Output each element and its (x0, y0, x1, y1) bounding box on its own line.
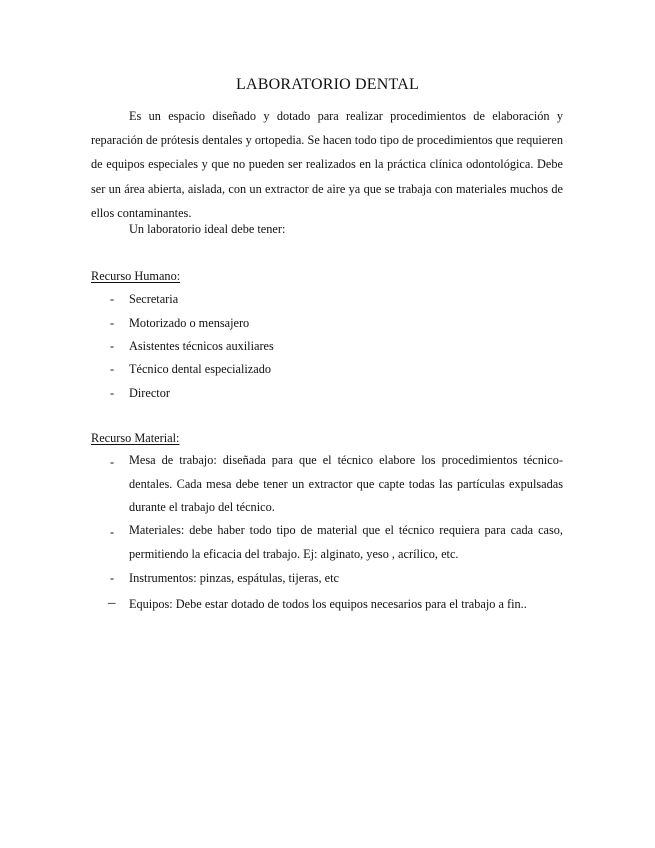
intro-paragraph-text: Es un espacio diseñado y dotado para realizar procedimientos de elaboración y reparación de prótesis dentales y ortopedia. Se hacen todo tipo de procedimientos que requieren de equipos especiales y que no pueden ser realizados en la práctica clínica odontológica. Debe ser un área abierta, aislada, con un extractor de aire ya que se trabaja con materiales muchos de ellos contaminantes. (91, 109, 563, 220)
intro-paragraph (91, 104, 563, 225)
bullet-dash: - (110, 455, 115, 469)
intro-line-2: Un laboratorio ideal debe tener: (129, 222, 286, 236)
bullet-dash: - (110, 362, 115, 376)
bullet-dash: - (110, 292, 115, 306)
list-item-text: Director (129, 386, 170, 400)
list-item-text: Equipos: Debe estar dotado de todos los equipos necesarios para el trabajo a fin.. (129, 597, 527, 611)
bullet-dash: – (108, 595, 116, 611)
list-item-text: Motorizado o mensajero (129, 316, 250, 330)
bullet-dash: - (110, 316, 115, 330)
bullet-dash: - (110, 525, 115, 539)
list-item-text: Mesa de trabajo: diseñada para que el técnico elabore los procedimientos técnico-dentales. Cada mesa debe tener un extractor que capte todas las partículas expulsadas durante el trabajo del técnico. (129, 453, 563, 514)
list-item-text: Instrumentos: pinzas, espátulas, tijeras, etc (129, 571, 340, 585)
list-item-text: Secretaria (129, 292, 179, 306)
bullet-dash: - (110, 339, 115, 353)
list-item-text: Materiales: debe haber todo tipo de material que el técnico requiera para cada caso, permitiendo la eficacia del trabajo. Ej: alginato, yeso , acrílico, etc. (129, 523, 563, 561)
material-resources-heading: Recurso Material: (91, 431, 180, 445)
bullet-dash: - (110, 571, 115, 585)
page-title: LABORATORIO DENTAL (236, 76, 419, 93)
list-item-text: Técnico dental especializado (129, 362, 272, 376)
human-resources-heading: Recurso Humano: (91, 269, 181, 283)
list-item-text: Asistentes técnicos auxiliares (129, 339, 274, 353)
bullet-dash: - (110, 386, 115, 400)
